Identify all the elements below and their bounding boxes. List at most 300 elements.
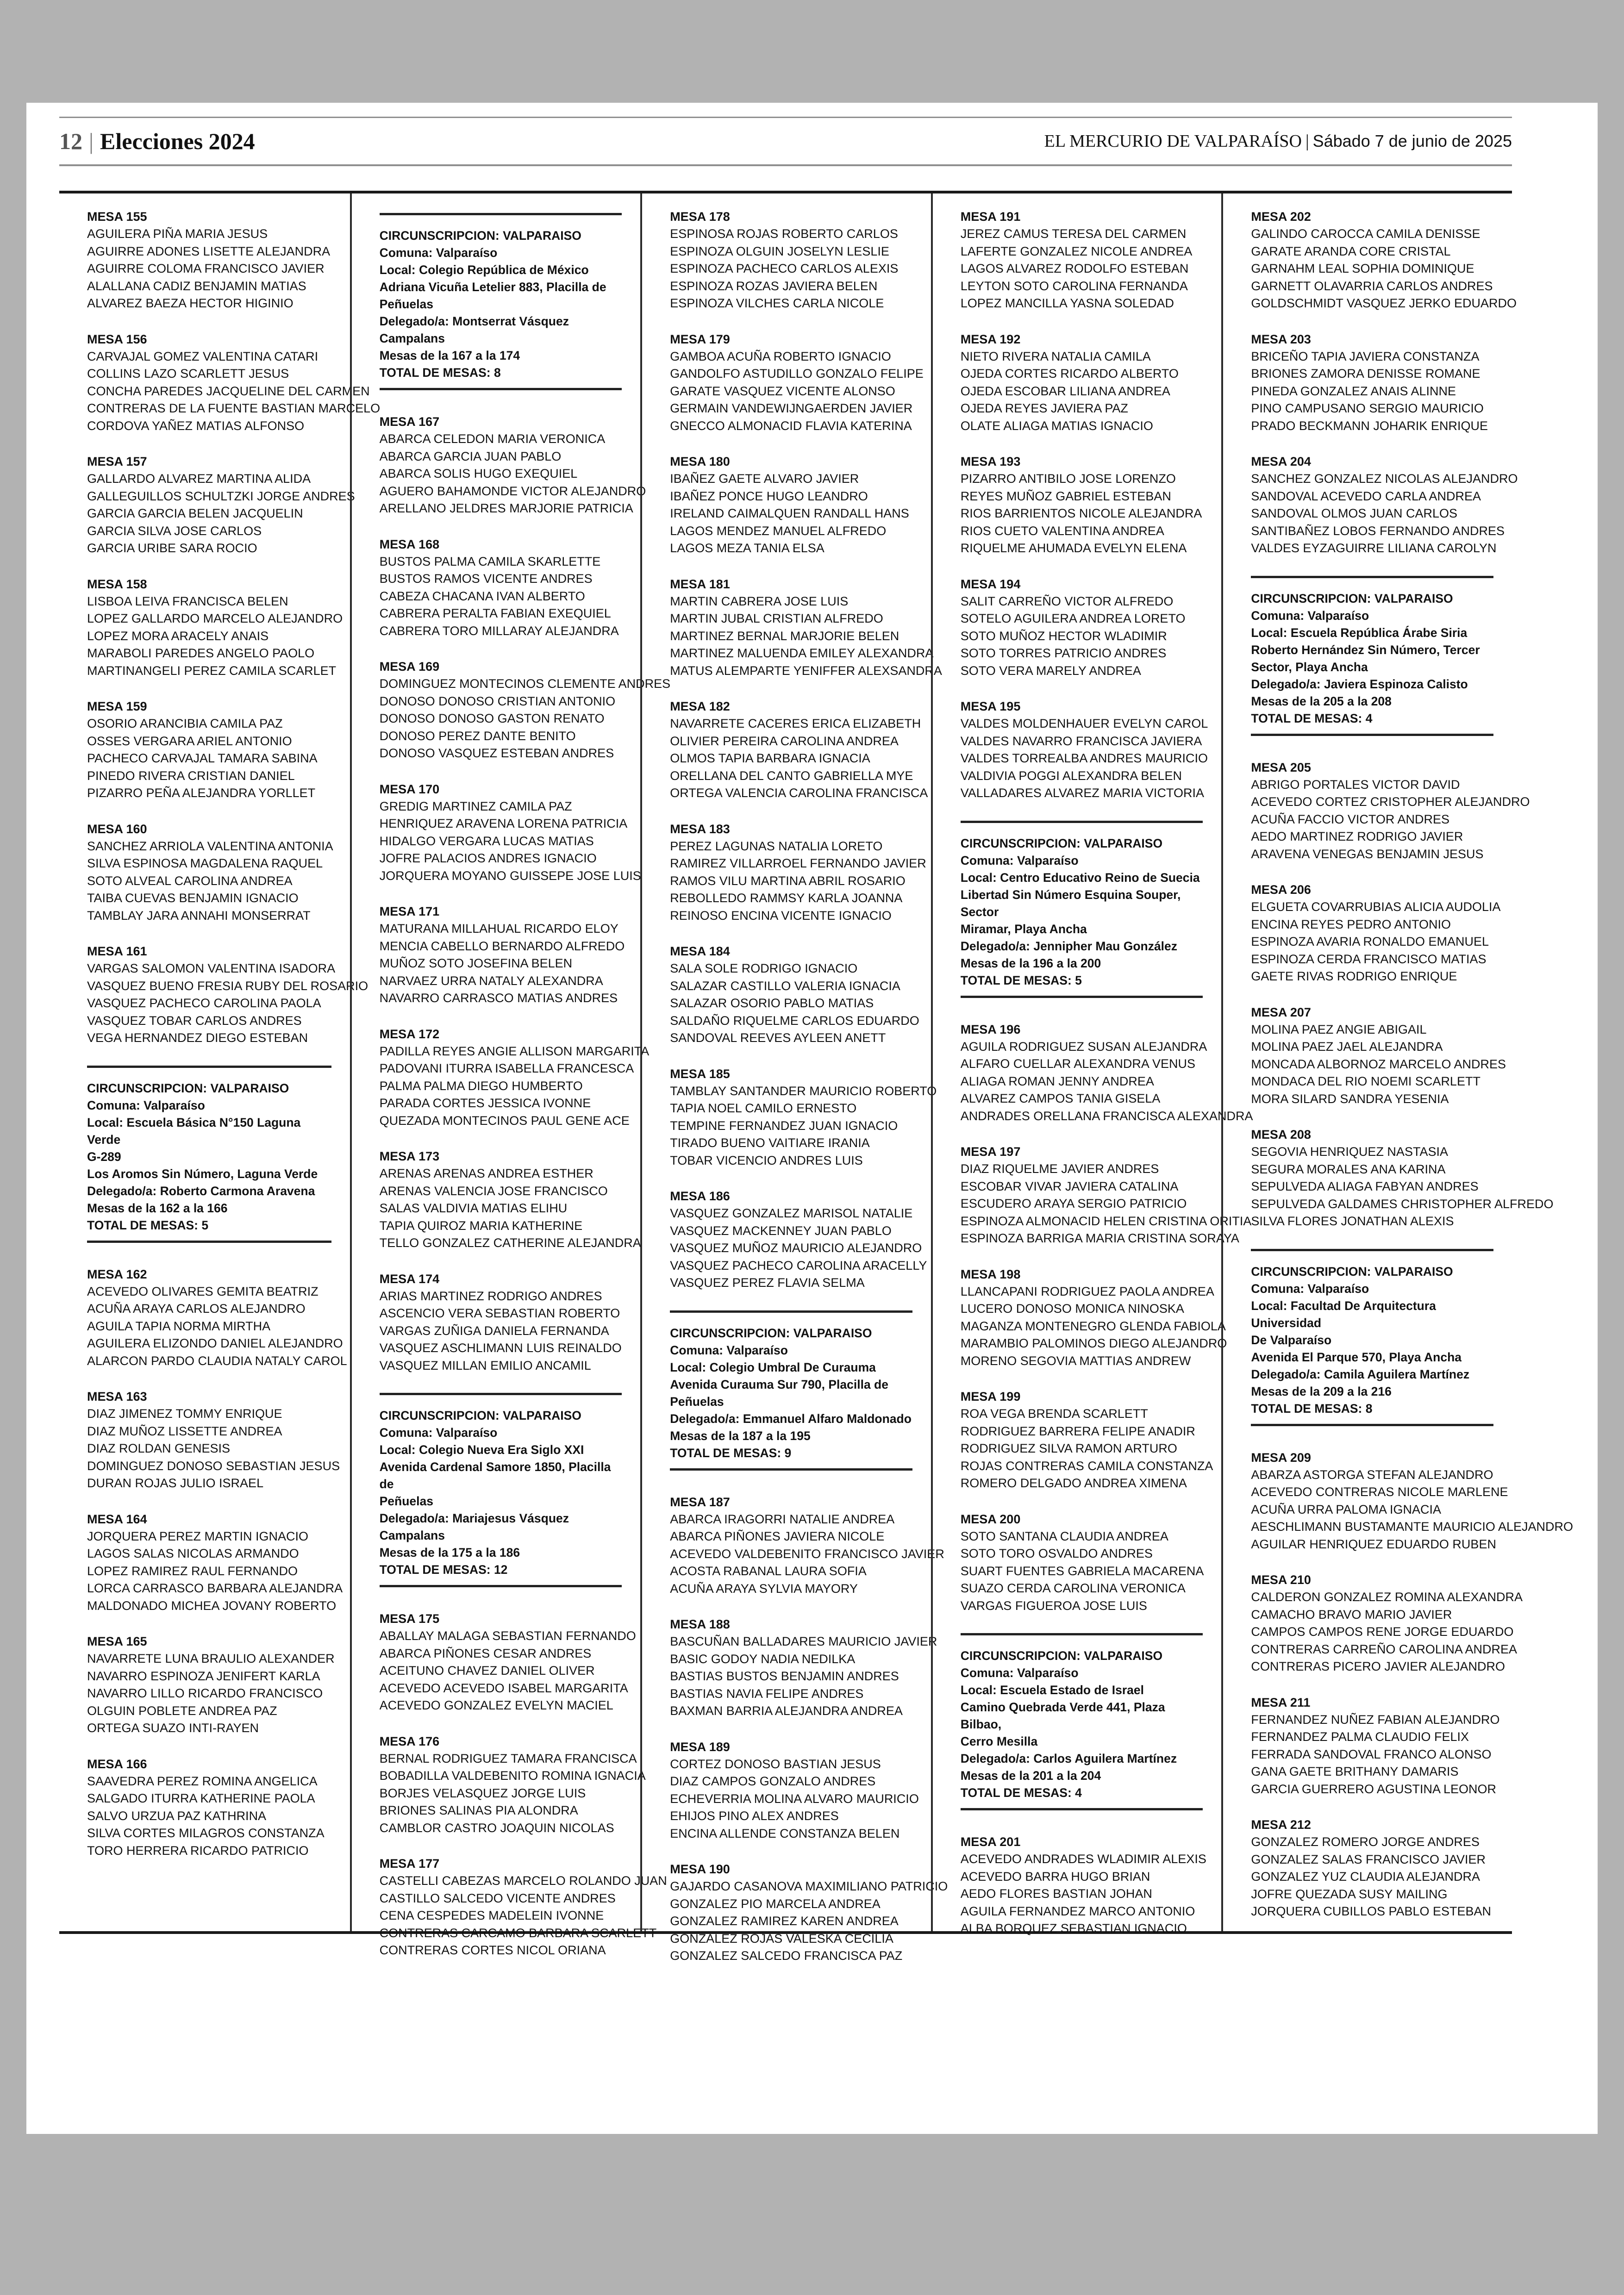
circunscripcion-line: Peñuelas: [670, 1394, 724, 1409]
circunscripcion-line: Delegado/a: Camila Aguilera Martínez: [1251, 1367, 1470, 1381]
voter-name: AGUILA FERNANDEZ MARCO ANTONIO: [960, 1904, 1195, 1918]
voter-name: ABARCA GARCIA JUAN PABLO: [379, 449, 562, 463]
voter-name: ACEVEDO ANDRADES WLADIMIR ALEXIS: [960, 1852, 1206, 1866]
voter-name: ALBA BORQUEZ SEBASTIAN IGNACIO: [960, 1921, 1187, 1935]
circunscripcion-line: Local: Centro Educativo Reino de Suecia: [960, 870, 1200, 885]
voter-name: NAVARRETE CACERES ERICA ELIZABETH: [670, 717, 921, 730]
voter-name: ROA VEGA BRENDA SCARLETT: [960, 1407, 1148, 1421]
circunscripcion-line: Local: Colegio Nueva Era Siglo XXI: [379, 1443, 584, 1457]
circunscripcion-line: Delegado/a: Roberto Carmona Aravena: [87, 1184, 315, 1198]
voter-name: ACEVEDO VALDEBENITO FRANCISCO JAVIER: [670, 1547, 944, 1561]
mesa-title: MESA 156: [87, 332, 147, 346]
voter-name: CONTRERAS CARREÑO CAROLINA ANDREA: [1251, 1642, 1517, 1656]
voter-name: DONOSO DONOSO GASTON RENATO: [379, 711, 605, 725]
voter-name: ABRIGO PORTALES VICTOR DAVID: [1251, 777, 1460, 792]
voter-name: ORELLANA DEL CANTO GABRIELLA MYE: [670, 768, 913, 783]
circunscripcion-block: [87, 1066, 331, 1243]
voter-name: MAGANZA MONTENEGRO GLENDA FABIOLA: [960, 1319, 1226, 1333]
mesa-block: [961, 208, 1203, 312]
mesa-block: [87, 1511, 343, 1615]
circunscripcion-line: Comuna: Valparaíso: [1251, 608, 1369, 623]
mesa-title: MESA 169: [379, 660, 440, 674]
voter-name: PRADO BECKMANN JOHARIK ENRIQUE: [1251, 418, 1488, 433]
voter-name: ESPINOZA ROZAS JAVIERA BELEN: [670, 279, 878, 293]
voter-name: VASQUEZ MILLAN EMILIO ANCAMIL: [379, 1358, 591, 1372]
mesa-title: MESA 183: [670, 822, 730, 836]
voter-name: SANDOVAL OLMOS JUAN CARLOS: [1251, 506, 1457, 520]
voter-name: CAMBLOR CASTRO JOAQUIN NICOLAS: [379, 1821, 614, 1835]
voter-name: PADOVANI ITURRA ISABELLA FRANCESCA: [379, 1061, 634, 1075]
voter-name: ABARCA SOLIS HUGO EXEQUIEL: [379, 467, 578, 480]
mesa-title: MESA 211: [1251, 1695, 1311, 1709]
circunscripcion-line: Camino Quebrada Verde 441, Plaza Bilbao,: [960, 1700, 1165, 1731]
voter-name: SANCHEZ GONZALEZ NICOLAS ALEJANDRO: [1251, 472, 1518, 486]
mesa-block: [379, 413, 646, 518]
circunscripcion-line: TOTAL DE MESAS: 9: [670, 1446, 792, 1460]
voter-name: GNECCO ALMONACID FLAVIA KATERINA: [670, 418, 912, 433]
mesa-title: MESA 159: [87, 699, 147, 713]
voter-name: ENCINA REYES PEDRO ANTONIO: [1251, 917, 1451, 931]
voter-name: LAGOS MEZA TANIA ELSA: [670, 541, 824, 555]
circunscripcion-line: Avenida Cardenal Samore 1850, Placilla de: [379, 1460, 611, 1491]
voter-name: GARCIA URIBE SARA ROCIO: [87, 541, 257, 555]
voter-name: TIRADO BUENO VAITIARE IRANIA: [670, 1136, 870, 1150]
circunscripcion-line: Local: Escuela República Árabe Siria: [1251, 625, 1468, 640]
mesa-title: MESA 172: [379, 1027, 440, 1041]
voter-name: CARVAJAL GOMEZ VALENTINA CATARI: [87, 349, 319, 363]
voter-name: TOBAR VICENCIO ANDRES LUIS: [670, 1153, 863, 1167]
mesa-block: [380, 1271, 622, 1375]
voter-name: EHIJOS PINO ALEX ANDRES: [670, 1809, 839, 1823]
voter-name: VASQUEZ PACHECO CAROLINA ARACELLY: [670, 1258, 927, 1272]
voter-name: SALDAÑO RIQUELME CARLOS EDUARDO: [670, 1013, 919, 1028]
voter-name: LOPEZ RAMIREZ RAUL FERNANDO: [87, 1564, 298, 1578]
voter-name: CONCHA PAREDES JACQUELINE DEL CARMEN: [87, 384, 370, 398]
voter-name: TAPIA QUIROZ MARIA KATHERINE: [379, 1218, 583, 1233]
circunscripcion-line: TOTAL DE MESAS: 8: [379, 366, 501, 380]
voter-name: OSORIO ARANCIBIA CAMILA PAZ: [87, 717, 283, 730]
voter-name: ALARCON PARDO CLAUDIA NATALY CAROL: [87, 1353, 347, 1368]
circunscripcion-line: Comuna: Valparaíso: [1251, 1281, 1369, 1296]
mesa-title: MESA 171: [379, 904, 440, 918]
voter-name: MENCIA CABELLO BERNARDO ALFREDO: [379, 939, 625, 953]
voter-name: ALVAREZ BAEZA HECTOR HIGINIO: [87, 296, 294, 310]
mesa-block: [87, 821, 331, 925]
mesa-title: MESA 192: [960, 332, 1021, 346]
mesa-title: MESA 191: [960, 210, 1021, 224]
voter-name: VARGAS FIGUEROA JOSE LUIS: [960, 1598, 1147, 1613]
voter-name: VALDIVIA POGGI ALEXANDRA BELEN: [960, 768, 1182, 783]
mesa-block: [379, 658, 671, 762]
voter-name: CASTILLO SALCEDO VICENTE ANDRES: [379, 1891, 616, 1905]
voter-name: BAXMAN BARRIA ALEJANDRA ANDREA: [670, 1704, 903, 1718]
voter-name: MATURANA MILLAHUAL RICARDO ELOY: [379, 922, 618, 935]
voter-name: CAMPOS CAMPOS RENE JORGE EDUARDO: [1251, 1625, 1514, 1639]
voter-name: BRICEÑO TAPIA JAVIERA CONSTANZA: [1251, 349, 1480, 363]
voter-name: CORDOVA YAÑEZ MATIAS ALFONSO: [87, 418, 305, 433]
circunscripcion-line: Comuna: Valparaíso: [960, 1666, 1079, 1680]
mesa-block: [1251, 1449, 1573, 1553]
voter-name: OJEDA REYES JAVIERA PAZ: [960, 401, 1128, 415]
circunscripcion-line: Local: Escuela Estado de Israel: [960, 1683, 1144, 1697]
mesa-block: [87, 943, 369, 1047]
voter-name: LAGOS MENDEZ MANUEL ALFREDO: [670, 524, 887, 538]
mesa-block: [87, 1756, 331, 1860]
voter-name: LORCA CARRASCO BARBARA ALEJANDRA: [87, 1581, 343, 1595]
voter-name: SOTO TORRES PATRICIO ANDRES: [960, 646, 1167, 660]
circunscripcion-line: TOTAL DE MESAS: 12: [379, 1563, 508, 1577]
voter-name: RAMIREZ VILLARROEL FERNANDO JAVIER: [670, 856, 926, 870]
voter-name: AGUILA RODRIGUEZ SUSAN ALEJANDRA: [960, 1039, 1207, 1054]
voter-name: ORTEGA VALENCIA CAROLINA FRANCISCA: [670, 786, 928, 800]
mesa-title: MESA 195: [960, 699, 1021, 713]
voter-name: NIETO RIVERA NATALIA CAMILA: [960, 349, 1151, 363]
voter-name: DIAZ ROLDAN GENESIS: [87, 1441, 231, 1455]
voter-name: PALMA PALMA DIEGO HUMBERTO: [379, 1079, 583, 1093]
mesa-title: MESA 200: [960, 1512, 1021, 1526]
mesa-title: MESA 196: [960, 1022, 1021, 1036]
mesa-title: MESA 180: [670, 455, 730, 468]
circunscripcion-line: Comuna: Valparaíso: [87, 1098, 205, 1112]
mesa-title: MESA 207: [1251, 1005, 1311, 1019]
circunscripcion-line: Delegado/a: Jennipher Mau González: [960, 939, 1178, 953]
voter-name: SANCHEZ ARRIOLA VALENTINA ANTONIA: [87, 839, 333, 853]
voter-name: ACUÑA FACCIO VICTOR ANDRES: [1251, 812, 1449, 826]
voter-name: SANDOVAL REEVES AYLEEN ANETT: [670, 1031, 886, 1045]
mesa-block: [1251, 1816, 1493, 1921]
voter-name: MARTIN JUBAL CRISTIAN ALFREDO: [670, 611, 883, 625]
voter-name: COLLINS LAZO SCARLETT JESUS: [87, 367, 289, 380]
voter-name: CABRERA TORO MILLARAY ALEJANDRA: [379, 624, 619, 638]
voter-name: GALLARDO ALVAREZ MARTINA ALIDA: [87, 472, 311, 486]
voter-name: OLATE ALIAGA MATIAS IGNACIO: [960, 418, 1153, 433]
voter-name: BUSTOS PALMA CAMILA SKARLETTE: [379, 554, 601, 568]
voter-name: BUSTOS RAMOS VICENTE ANDRES: [379, 572, 593, 586]
column-1: [59, 193, 381, 1931]
voter-name: ESPINOZA OLGUIN JOSELYN LESLIE: [670, 244, 889, 258]
voter-name: OLGUIN POBLETE ANDREA PAZ: [87, 1703, 277, 1718]
mesa-title: MESA 203: [1251, 332, 1311, 346]
voter-name: DOMINGUEZ DONOSO SEBASTIAN JESUS: [87, 1459, 340, 1473]
circunscripcion-line: CIRCUNSCRIPCION: VALPARAISO: [960, 836, 1163, 850]
voter-name: AEDO MARTINEZ RODRIGO JAVIER: [1251, 829, 1463, 843]
voter-name: BRIONES ZAMORA DENISSE ROMANE: [1251, 367, 1480, 380]
voter-name: VALLADARES ALVAREZ MARIA VICTORIA: [960, 786, 1204, 800]
mesa-block: [670, 331, 924, 435]
mesa-title: MESA 162: [87, 1267, 147, 1281]
voter-name: ROMERO DELGADO ANDREA XIMENA: [960, 1476, 1187, 1490]
voter-name: GONZALEZ PIO MARCELA ANDREA: [670, 1896, 881, 1911]
circunscripcion-line: De Valparaíso: [1251, 1333, 1332, 1347]
mesa-block: [960, 1266, 1227, 1370]
voter-name: SALAZAR CASTILLO VALERIA IGNACIA: [670, 979, 900, 993]
voter-name: ACUÑA ARAYA CARLOS ALEJANDRO: [87, 1302, 306, 1316]
circunscripcion-line: Mesas de la 175 a la 186: [379, 1546, 520, 1559]
mesa-block: [1251, 453, 1518, 557]
voter-name: AESCHLIMANN BUSTAMANTE MAURICIO ALEJANDRO: [1251, 1520, 1573, 1534]
voter-name: CAMACHO BRAVO MARIO JAVIER: [1251, 1607, 1452, 1621]
circunscripcion-line: Mesas de la 209 a la 216: [1251, 1384, 1392, 1398]
voter-name: AGUILA TAPIA NORMA MIRTHA: [87, 1319, 271, 1333]
mesa-title: MESA 165: [87, 1634, 147, 1648]
voter-name: RIOS CUETO VALENTINA ANDREA: [960, 524, 1164, 538]
circunscripcion-line: Local: Escuela Básica N°150 Laguna Verde: [87, 1115, 301, 1147]
voter-name: GONZALEZ RAMIREZ KAREN ANDREA: [670, 1914, 899, 1928]
voter-name: GOLDSCHMIDT VASQUEZ JERKO EDUARDO: [1251, 296, 1517, 310]
voter-name: NARVAEZ URRA NATALY ALEXANDRA: [379, 973, 603, 988]
voter-name: GONZALEZ YUZ CLAUDIA ALEJANDRA: [1251, 1870, 1480, 1883]
mesa-block: [1251, 1572, 1523, 1676]
voter-name: FERRADA SANDOVAL FRANCO ALONSO: [1251, 1747, 1492, 1761]
mesa-title: MESA 181: [670, 577, 730, 591]
voter-name: TAMBLAY SANTANDER MAURICIO ROBERTO: [670, 1084, 937, 1098]
mesa-block: [87, 208, 331, 312]
page-number: 12: [59, 128, 82, 154]
voter-name: SANTIBAÑEZ LOBOS FERNANDO ANDRES: [1251, 524, 1505, 538]
voter-name: ACOSTA RABANAL LAURA SOFIA: [670, 1564, 867, 1578]
voter-name: DIAZ CAMPOS GONZALO ANDRES: [670, 1774, 876, 1788]
mesa-title: MESA 155: [87, 210, 147, 224]
voter-name: VALDES NAVARRO FRANCISCA JAVIERA: [960, 734, 1202, 748]
voter-name: ABARCA IRAGORRI NATALIE ANDREA: [670, 1512, 895, 1526]
voter-name: OLMOS TAPIA BARBARA IGNACIA: [670, 751, 870, 765]
voter-name: NAVARRO ESPINOZA JENIFERT KARLA: [87, 1669, 320, 1683]
voter-name: ABARCA PIÑONES CESAR ANDRES: [379, 1646, 592, 1660]
voter-name: SEGOVIA HENRIQUEZ NASTASIA: [1251, 1145, 1448, 1159]
circunscripcion-line: TOTAL DE MESAS: 4: [960, 1786, 1082, 1800]
voter-name: PARADA CORTES JESSICA IVONNE: [379, 1096, 591, 1110]
page-header: [59, 117, 1512, 166]
voter-name: ACUÑA ARAYA SYLVIA MAYORY: [670, 1581, 858, 1596]
voter-name: VEGA HERNANDEZ DIEGO ESTEBAN: [87, 1031, 308, 1045]
voter-name: MONDACA DEL RIO NOEMI SCARLETT: [1251, 1074, 1480, 1088]
mesa-block: [379, 1610, 636, 1715]
voter-name: REYES MUÑOZ GABRIEL ESTEBAN: [960, 489, 1171, 503]
voter-name: SOTO ALVEAL CAROLINA ANDREA: [87, 873, 293, 888]
circunscripcion-line: Comuna: Valparaíso: [670, 1343, 788, 1357]
circunscripcion-block: [1251, 576, 1493, 736]
voter-name: GAMBOA ACUÑA ROBERTO IGNACIO: [670, 349, 891, 363]
circunscripcion-line: Mesas de la 201 a la 204: [960, 1769, 1101, 1783]
circunscripcion-line: CIRCUNSCRIPCION: VALPARAISO: [1251, 591, 1453, 605]
voter-name: GANA GAETE BRITHANY DAMARIS: [1251, 1765, 1459, 1778]
voter-name: BASTIAS NAVIA FELIPE ANDRES: [670, 1686, 864, 1701]
column-2: [350, 193, 671, 1957]
voter-name: CONTRERAS PICERO JAVIER ALEJANDRO: [1251, 1659, 1505, 1673]
voter-name: LOPEZ MORA ARACELY ANAIS: [87, 629, 269, 643]
mesa-title: MESA 209: [1251, 1450, 1311, 1465]
mesa-block: [1251, 759, 1530, 863]
voter-name: MARTINEZ MALUENDA EMILEY ALEXANDRA: [670, 646, 934, 660]
voter-name: ABARZA ASTORGA STEFAN ALEJANDRO: [1251, 1467, 1493, 1482]
voter-name: ESPINOZA AVARIA RONALDO EMANUEL: [1251, 935, 1489, 948]
mesa-block: [670, 698, 928, 802]
column-5: [1221, 193, 1573, 1931]
voter-name: OSSES VERGARA ARIEL ANTONIO: [87, 734, 292, 748]
voter-name: VARGAS ZUÑIGA DANIELA FERNANDA: [379, 1323, 609, 1338]
voter-name: GARCIA GARCIA BELEN JACQUELIN: [87, 506, 303, 520]
circunscripcion-line: TOTAL DE MESAS: 5: [87, 1218, 209, 1232]
voter-name: ACEVEDO CORTEZ CRISTOPHER ALEJANDRO: [1251, 795, 1530, 809]
voter-name: PIZARRO PEÑA ALEJANDRA YORLLET: [87, 786, 316, 800]
voter-name: FERNANDEZ NUÑEZ FABIAN ALEJANDRO: [1251, 1712, 1500, 1727]
mesa-title: MESA 187: [670, 1495, 730, 1509]
voter-name: ESPINOZA CERDA FRANCISCO MATIAS: [1251, 952, 1487, 966]
voter-name: AGUIRRE ADONES LISETTE ALEJANDRA: [87, 244, 331, 258]
voter-name: NAVARRO LILLO RICARDO FRANCISCO: [87, 1686, 323, 1700]
voter-name: SILVA ESPINOSA MAGDALENA RAQUEL: [87, 856, 323, 870]
voter-name: GALLEGUILLOS SCHULTZKI JORGE ANDRES: [87, 489, 355, 503]
mesa-title: MESA 170: [379, 782, 440, 796]
circunscripcion-line: CIRCUNSCRIPCION: VALPARAISO: [379, 229, 581, 243]
voter-name: GARCIA GUERRERO AGUSTINA LEONOR: [1251, 1782, 1496, 1796]
circunscripcion-line: Delegado/a: Mariajesus Vásquez Campalans: [379, 1511, 569, 1542]
columns-container: [59, 191, 1573, 1963]
mesa-block: [379, 781, 641, 885]
voter-name: LEYTON SOTO CAROLINA FERNANDA: [960, 279, 1188, 293]
voter-name: AGUILERA PIÑA MARIA JESUS: [87, 227, 268, 241]
voter-name: JORQUERA CUBILLOS PABLO ESTEBAN: [1251, 1904, 1492, 1918]
voter-name: ARAVENA VENEGAS BENJAMIN JESUS: [1251, 847, 1484, 861]
voter-name: JOFRE PALACIOS ANDRES IGNACIO: [379, 851, 597, 865]
mesa-title: MESA 198: [960, 1267, 1021, 1281]
voter-name: GONZALEZ ROJAS VALESKA CECILIA: [670, 1931, 893, 1946]
voter-name: AGUILERA ELIZONDO DANIEL ALEJANDRO: [87, 1336, 343, 1350]
mesa-title: MESA 186: [670, 1189, 730, 1203]
mesa-block: [87, 698, 331, 802]
voter-name: VASQUEZ GONZALEZ MARISOL NATALIE: [670, 1206, 913, 1220]
voter-name: IBAÑEZ GAETE ALVARO JAVIER: [670, 472, 859, 486]
circunscripcion-line: CIRCUNSCRIPCION: VALPARAISO: [87, 1081, 289, 1095]
voter-name: PINEDO RIVERA CRISTIAN DANIEL: [87, 768, 295, 783]
voter-name: ALALLANA CADIZ BENJAMIN MATIAS: [87, 279, 306, 293]
voter-name: SALIT CARREÑO VICTOR ALFREDO: [960, 594, 1174, 608]
voter-name: LAGOS SALAS NICOLAS ARMANDO: [87, 1547, 299, 1560]
voter-name: SOTO VERA MARELY ANDREA: [960, 663, 1141, 678]
circunscripcion-line: Adriana Vicuña Letelier 883, Placilla de: [379, 280, 606, 294]
mesa-title: MESA 184: [670, 944, 730, 958]
voter-name: AGUIRRE COLOMA FRANCISCO JAVIER: [87, 262, 325, 275]
circunscripcion-line: G-289: [87, 1149, 121, 1164]
voter-name: OJEDA ESCOBAR LILIANA ANDREA: [960, 384, 1170, 398]
voter-name: PINO CAMPUSANO SERGIO MAURICIO: [1251, 401, 1484, 415]
voter-name: GARNETT OLAVARRIA CARLOS ANDRES: [1251, 279, 1493, 293]
voter-name: LLANCAPANI RODRIGUEZ PAOLA ANDREA: [960, 1284, 1214, 1298]
mesa-title: MESA 166: [87, 1757, 147, 1771]
circunscripcion-line: Miramar, Playa Ancha: [960, 922, 1087, 936]
voter-name: ECHEVERRIA MOLINA ALVARO MAURICIO: [670, 1791, 919, 1806]
voter-name: GALINDO CAROCCA CAMILA DENISSE: [1251, 227, 1480, 241]
mesa-block: [670, 576, 942, 680]
voter-name: MONCADA ALBORNOZ MARCELO ANDRES: [1251, 1057, 1506, 1071]
voter-name: GARCIA SILVA JOSE CARLOS: [87, 524, 262, 538]
voter-name: SAAVEDRA PEREZ ROMINA ANGELICA: [87, 1774, 318, 1788]
mesa-title: MESA 189: [670, 1740, 730, 1754]
mesa-title: MESA 173: [379, 1149, 440, 1163]
circunscripcion-line: Mesas de la 167 a la 174: [379, 349, 520, 362]
voter-name: SALAZAR OSORIO PABLO MATIAS: [670, 996, 874, 1010]
voter-name: ALVAREZ CAMPOS TANIA GISELA: [960, 1091, 1161, 1105]
voter-name: MARTINANGELI PEREZ CAMILA SCARLET: [87, 663, 337, 678]
circunscripcion-block: [380, 1393, 622, 1587]
circunscripcion-line: Peñuelas: [379, 297, 433, 311]
voter-name: DURAN ROJAS JULIO ISRAEL: [87, 1476, 264, 1490]
circunscripcion-line: TOTAL DE MESAS: 5: [960, 973, 1082, 987]
mesa-block: [380, 536, 622, 640]
voter-name: FERNANDEZ PALMA CLAUDIO FELIX: [1251, 1730, 1469, 1744]
voter-name: ALIAGA ROMAN JENNY ANDREA: [960, 1074, 1154, 1088]
mesa-block: [1251, 208, 1517, 312]
mesa-title: MESA 158: [87, 577, 147, 591]
voter-name: PIZARRO ANTIBILO JOSE LORENZO: [960, 472, 1176, 486]
mesa-title: MESA 197: [960, 1145, 1021, 1159]
voter-name: ASCENCIO VERA SEBASTIAN ROBERTO: [379, 1306, 620, 1320]
column-3: [640, 193, 948, 1963]
circunscripcion-line: Delegado/a: Carlos Aguilera Martínez: [960, 1752, 1177, 1765]
mesa-block: [670, 1739, 919, 1843]
circunscripcion-line: CIRCUNSCRIPCION: VALPARAISO: [1251, 1264, 1453, 1278]
voter-name: CONTRERAS DE LA FUENTE BASTIAN MARCELO: [87, 401, 381, 415]
mesa-block: [670, 208, 912, 312]
mesa-block: [1251, 1126, 1554, 1230]
mesa-title: MESA 212: [1251, 1818, 1311, 1832]
voter-name: SUAZO CERDA CAROLINA VERONICA: [960, 1581, 1186, 1595]
mesa-block: [670, 1861, 948, 1965]
mesa-block: [670, 1188, 927, 1292]
voter-name: DIAZ JIMENEZ TOMMY ENRIQUE: [87, 1407, 282, 1421]
mesa-title: MESA 167: [379, 415, 440, 429]
voter-name: BRIONES SALINAS PIA ALONDRA: [379, 1803, 578, 1817]
mesa-block: [670, 1494, 944, 1598]
voter-name: SEGURA MORALES ANA KARINA: [1251, 1162, 1446, 1176]
voter-name: BOBADILLA VALDEBENITO ROMINA IGNACIA: [379, 1769, 646, 1783]
mesa-block: [1251, 881, 1501, 985]
voter-name: TAMBLAY JARA ANNAHI MONSERRAT: [87, 908, 311, 923]
voter-name: CABRERA PERALTA FABIAN EXEQUIEL: [379, 606, 611, 620]
mesa-block: [87, 576, 343, 680]
circunscripcion-line: Delegado/a: Montserrat Vásquez Campalans: [379, 314, 569, 345]
voter-name: ESPINOZA VILCHES CARLA NICOLE: [670, 296, 884, 310]
voter-name: MARABOLI PAREDES ANGELO PAOLO: [87, 646, 315, 660]
mesa-title: MESA 175: [379, 1612, 440, 1626]
voter-name: CABEZA CHACANA IVAN ALBERTO: [379, 589, 585, 603]
voter-name: AEDO FLORES BASTIAN JOHAN: [960, 1887, 1152, 1901]
voter-name: ACEVEDO CONTRERAS NICOLE MARLENE: [1251, 1485, 1508, 1499]
voter-name: ESPINOZA BARRIGA MARIA CRISTINA SORAYA: [960, 1231, 1239, 1245]
mesa-block: [960, 1143, 1252, 1247]
voter-name: AGUERO BAHAMONDE VICTOR ALEJANDRO: [379, 484, 646, 498]
voter-name: BORJES VELASQUEZ JORGE LUIS: [379, 1786, 586, 1800]
mesa-block: [961, 576, 1203, 680]
voter-name: CASTELLI CABEZAS MARCELO ROLANDO JUAN: [379, 1874, 667, 1888]
voter-name: VASQUEZ BUENO FRESIA RUBY DEL ROSARIO: [87, 979, 369, 993]
mesa-block: [670, 943, 919, 1047]
voter-name: HIDALGO VERGARA LUCAS MATIAS: [379, 834, 594, 848]
mesa-title: MESA 210: [1251, 1573, 1311, 1587]
voter-name: DIAZ MUÑOZ LISSETTE ANDREA: [87, 1424, 282, 1438]
voter-name: SALA SOLE RODRIGO IGNACIO: [670, 961, 858, 975]
circunscripcion-line: Mesas de la 196 a la 200: [960, 956, 1101, 970]
voter-name: BERNAL RODRIGUEZ TAMARA FRANCISCA: [379, 1751, 637, 1765]
voter-name: BASCUÑAN BALLADARES MAURICIO JAVIER: [670, 1634, 937, 1648]
voter-name: ENCINA ALLENDE CONSTANZA BELEN: [670, 1826, 900, 1840]
circunscripcion-block: [961, 1633, 1203, 1810]
voter-name: LUCERO DONOSO MONICA NINOSKA: [960, 1302, 1184, 1316]
circunscripcion-block: [1251, 1249, 1493, 1426]
circunscripcion-line: Sector, Playa Ancha: [1251, 660, 1368, 674]
voter-name: ESPINOSA ROJAS ROBERTO CARLOS: [670, 227, 898, 241]
mesa-title: MESA 177: [379, 1857, 440, 1871]
